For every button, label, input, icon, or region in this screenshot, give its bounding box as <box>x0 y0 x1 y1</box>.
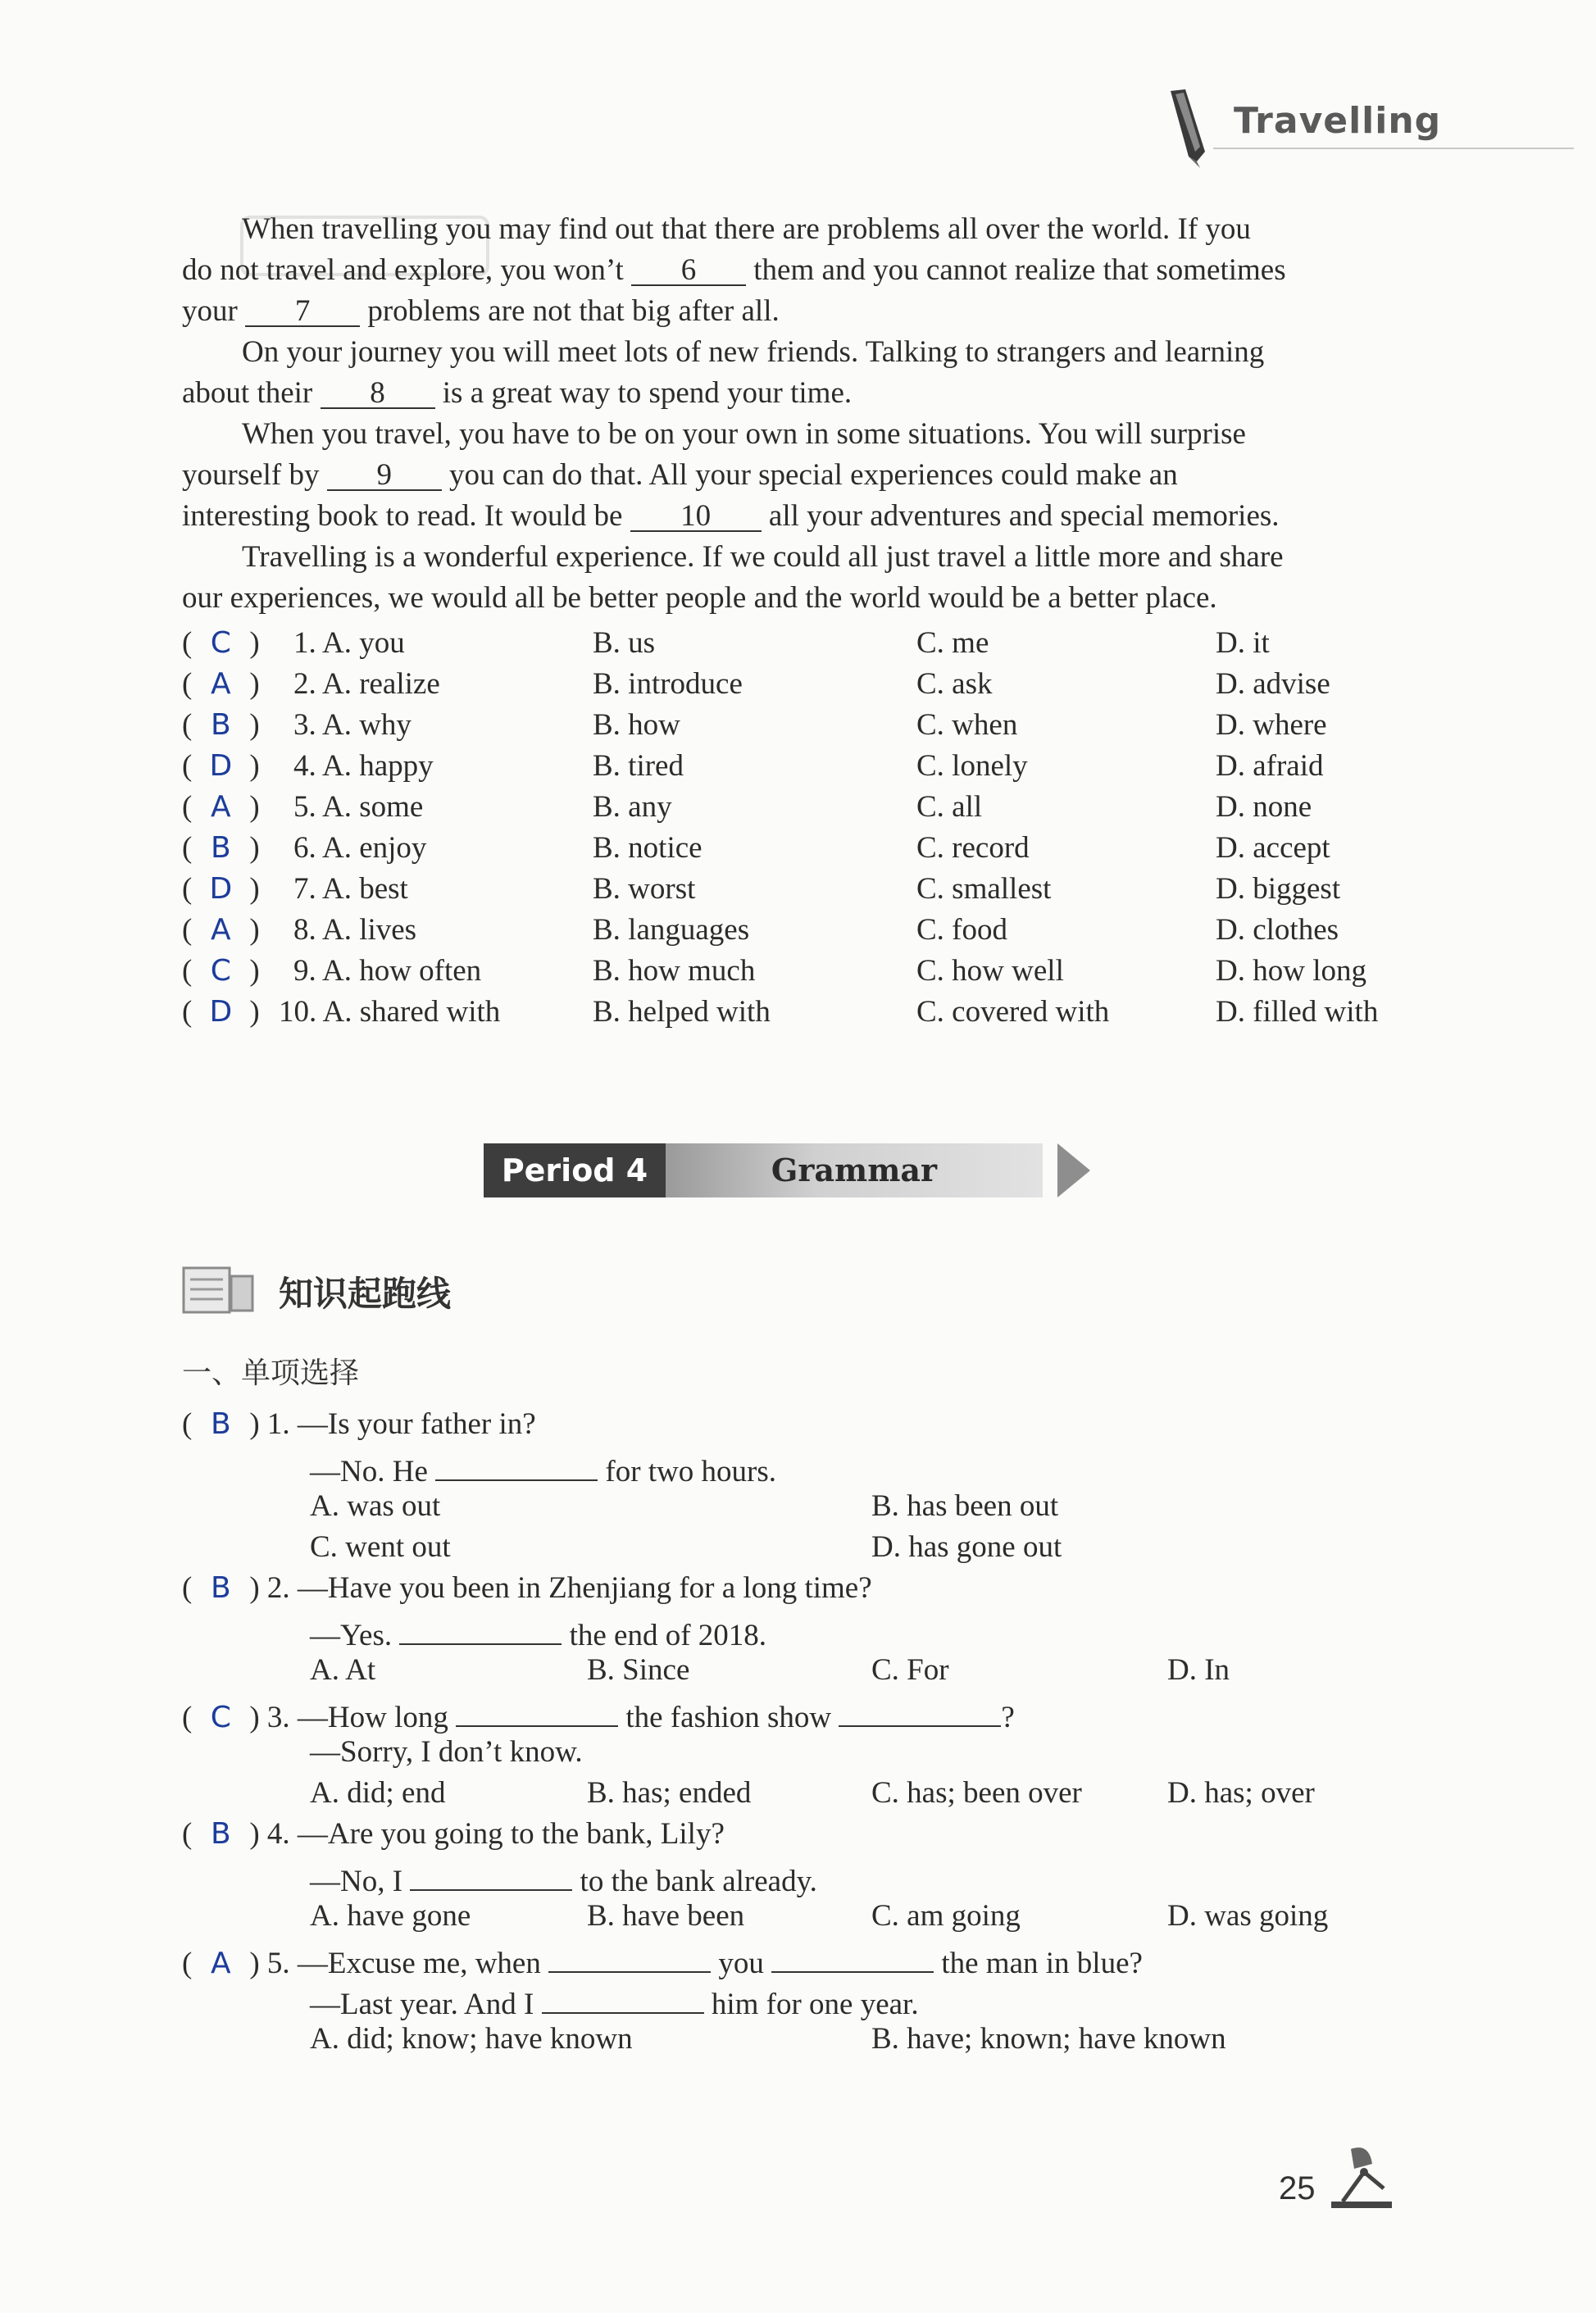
cloze-option-c: C. ask <box>916 667 993 701</box>
cloze-answer-bracket: ( B ) <box>182 705 260 746</box>
cloze-answer: D <box>209 872 233 906</box>
period-label: Period 4 <box>484 1143 666 1197</box>
option-b: B. has; ended <box>587 1776 752 1810</box>
cloze-option-c: C. all <box>916 790 983 824</box>
pen-icon <box>1164 86 1213 168</box>
cloze-answer: B <box>210 708 231 742</box>
option-d: D. was going <box>1167 1899 1329 1933</box>
answer-2: B <box>210 1571 231 1605</box>
passage-line: When travelling you may find out that there are problems all over the world. If you <box>242 212 1251 246</box>
cloze-option-c: C. smallest <box>916 872 1052 906</box>
cloze-option-d: D. it <box>1216 626 1270 660</box>
period-topic: Grammar <box>666 1143 1043 1197</box>
blank <box>771 1937 934 1973</box>
answer-5: A <box>211 1947 231 1980</box>
option-b: B. have been <box>587 1899 745 1933</box>
cloze-option-b: B. how <box>593 708 680 742</box>
cloze-answer-bracket: ( C ) <box>182 623 260 664</box>
answer-4: B <box>210 1817 231 1851</box>
question-2-line2: —Yes. the end of 2018. <box>310 1609 766 1656</box>
question-4-line2: —No, I to the bank already. <box>310 1855 817 1902</box>
blank-8: 8 <box>321 373 435 409</box>
cloze-answer: B <box>210 831 231 865</box>
cloze-option-d: D. afraid <box>1216 749 1324 783</box>
question-5-line2: —Last year. And I him for one year. <box>310 1978 919 2025</box>
cloze-option-a: 3. A. why <box>293 708 412 742</box>
blank <box>410 1855 572 1891</box>
question-3-line2: —Sorry, I don’t know. <box>310 1735 583 1769</box>
question-5: ( A ) 5. —Excuse me, when you the man in blue? <box>182 1937 1143 1984</box>
cloze-option-d: D. clothes <box>1216 913 1339 947</box>
cloze-option-a: 9. A. how often <box>293 954 482 988</box>
cloze-answer: A <box>211 790 231 824</box>
cloze-option-c: C. when <box>916 708 1018 742</box>
option-d: D. has gone out <box>871 1530 1062 1564</box>
blank <box>548 1937 711 1973</box>
option-a: A. At <box>310 1653 376 1687</box>
banner-arrow-icon <box>1057 1143 1090 1197</box>
passage-line: do not travel and explore, you won’t 6 them and you cannot realize that sometimes <box>182 250 1286 291</box>
passage-line: interesting book to read. It would be 10 all your adventures and special memories. <box>182 496 1280 537</box>
cloze-answer: C <box>210 954 231 988</box>
cloze-option-a: 10. A. shared with <box>279 995 501 1029</box>
answer-1: B <box>210 1407 231 1441</box>
cloze-answer: A <box>211 913 231 947</box>
cloze-option-c: C. record <box>916 831 1030 865</box>
cloze-answer: C <box>210 626 231 660</box>
cloze-answer-bracket: ( D ) <box>182 992 260 1033</box>
option-a: A. was out <box>310 1489 441 1523</box>
option-d: D. In <box>1167 1653 1230 1687</box>
option-a: A. have gone <box>310 1899 471 1933</box>
option-b: B. have; known; have known <box>871 2022 1226 2056</box>
passage-line: yourself by 9 you can do that. All your special experiences could make an <box>182 455 1178 496</box>
question-1: ( B ) 1. —Is your father in? <box>182 1404 536 1445</box>
option-c: C. For <box>871 1653 949 1687</box>
cloze-option-d: D. biggest <box>1216 872 1341 906</box>
blank <box>839 1691 1001 1727</box>
cloze-option-b: B. helped with <box>593 995 771 1029</box>
option-a: A. did; end <box>310 1776 446 1810</box>
cloze-answer: A <box>211 667 231 701</box>
cloze-option-b: B. introduce <box>593 667 743 701</box>
blank <box>399 1609 562 1645</box>
cloze-option-a: 8. A. lives <box>293 913 417 947</box>
cloze-option-d: D. where <box>1216 708 1327 742</box>
question-3: ( C ) 3. —How long the fashion show ? <box>182 1691 1015 1738</box>
cloze-answer-bracket: ( A ) <box>182 664 260 705</box>
cloze-option-d: D. filled with <box>1216 995 1379 1029</box>
question-1-line2: —No. He for two hours. <box>310 1445 776 1493</box>
cloze-option-b: B. notice <box>593 831 703 865</box>
cloze-answer-bracket: ( A ) <box>182 787 260 828</box>
cloze-option-c: C. me <box>916 626 989 660</box>
question-4: ( B ) 4. —Are you going to the bank, Lily? <box>182 1814 725 1855</box>
option-b: B. has been out <box>871 1489 1059 1523</box>
cloze-option-b: B. languages <box>593 913 750 947</box>
question-2: ( B ) 2. —Have you been in Zhenjiang for a long time? <box>182 1568 872 1609</box>
option-c: C. am going <box>871 1899 1021 1933</box>
cloze-answer-bracket: ( A ) <box>182 910 260 951</box>
cloze-option-c: C. food <box>916 913 1007 947</box>
passage-line: our experiences, we would all be better people and the world would be a better place. <box>182 581 1217 615</box>
answer-3: C <box>210 1701 231 1734</box>
cloze-option-a: 6. A. enjoy <box>293 831 427 865</box>
cloze-option-b: B. how much <box>593 954 756 988</box>
cloze-option-a: 5. A. some <box>293 790 424 824</box>
blank <box>435 1445 598 1481</box>
option-c: C. went out <box>310 1530 451 1564</box>
passage-line: your 7 problems are not that big after all. <box>182 291 780 332</box>
cloze-option-b: B. worst <box>593 872 696 906</box>
option-a: A. did; know; have known <box>310 2022 633 2056</box>
notebook-icon <box>182 1265 257 1316</box>
option-c: C. has; been over <box>871 1776 1082 1810</box>
cloze-answer-bracket: ( D ) <box>182 869 260 910</box>
blank <box>542 1978 704 2014</box>
section-title: 知识起跑线 <box>279 1274 452 1314</box>
option-b: B. Since <box>587 1653 690 1687</box>
cloze-option-c: C. covered with <box>916 995 1110 1029</box>
cloze-answer-bracket: ( D ) <box>182 746 260 787</box>
blank-6: 6 <box>631 250 746 286</box>
cloze-option-a: 1. A. you <box>293 626 405 660</box>
blank <box>456 1691 618 1727</box>
cloze-option-c: C. lonely <box>916 749 1028 783</box>
cloze-answer: D <box>209 995 233 1029</box>
passage-line: about their 8 is a great way to spend your time. <box>182 373 852 414</box>
cloze-option-b: B. tired <box>593 749 684 783</box>
cloze-option-d: D. accept <box>1216 831 1330 865</box>
blank-10: 10 <box>630 496 762 532</box>
passage-line: When you travel, you have to be on your own in some situations. You will surprise <box>242 417 1246 451</box>
cloze-option-b: B. any <box>593 790 672 824</box>
cloze-answer-bracket: ( C ) <box>182 951 260 992</box>
blank-7: 7 <box>245 291 360 327</box>
cloze-option-d: D. none <box>1216 790 1312 824</box>
cloze-option-d: D. how long <box>1216 954 1366 988</box>
passage-line: Travelling is a wonderful experience. If we could all just travel a little more and share <box>242 540 1284 574</box>
header-title: Travelling <box>1234 100 1442 142</box>
header-rule <box>1213 148 1574 149</box>
cloze-answer: D <box>209 749 233 783</box>
cloze-option-a: 2. A. realize <box>293 667 440 701</box>
cloze-answer-bracket: ( B ) <box>182 828 260 869</box>
page-number: 25 <box>1279 2170 1316 2206</box>
cloze-option-b: B. us <box>593 626 656 660</box>
cloze-option-a: 7. A. best <box>293 872 408 906</box>
section-subtitle: 一、单项选择 <box>182 1356 360 1390</box>
cloze-option-a: 4. A. happy <box>293 749 434 783</box>
cloze-option-c: C. how well <box>916 954 1064 988</box>
cloze-option-d: D. advise <box>1216 667 1330 701</box>
desk-lamp-icon <box>1326 2139 1400 2213</box>
option-d: D. has; over <box>1167 1776 1315 1810</box>
blank-9: 9 <box>327 455 442 491</box>
period-banner <box>484 1143 1090 1197</box>
passage-line: On your journey you will meet lots of new friends. Talking to strangers and learning <box>242 335 1265 369</box>
